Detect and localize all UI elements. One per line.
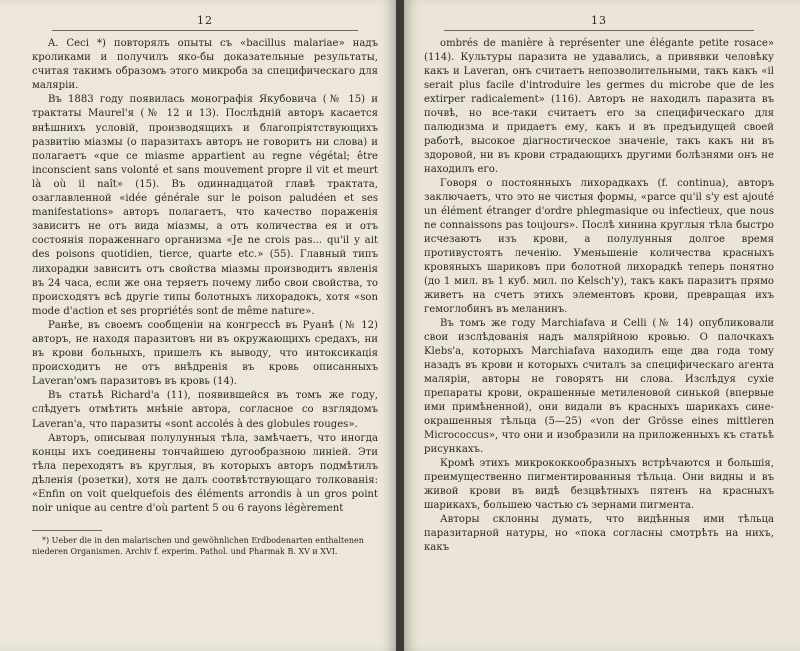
right-paragraph-5: Авторы склонны думать, что видѣнныя ими тѣльца паразитарной натуры, но «пока согласны смотрѣть на нихъ, какъ (424, 514, 774, 553)
left-paragraph-1: A. Ceci *) повторялъ опыты съ «bacillus malariae» надъ кроликами и получилъ яко-бы доказательные результаты, считая такимъ образомъ этого микроба за специфическаго для малярiи. (32, 38, 378, 92)
right-paragraph-4: Кромѣ этихъ микрококкообразныхъ встрѣчаются и большiя, преимущественно пигментированныя тѣльца. Они видны и въ живой крови въ видѣ безцвѣтныхъ пятенъ на красныхъ шарикахъ, большею частью съ зернами пигмента. (424, 458, 774, 511)
right-paragraph-1: ombrés de manière à représenter une élégante petite rosace» (114). Культуры паразита не удавались, а привявки человѣку какъ и Laveran, онъ считаетъ непозволительными, такъ какъ «il serait plus facile d'introduire les germes du microbe que de les extirper radicalement» (116). Авторъ не находилъ паразита въ почвѣ, но все-таки считаетъ его за специфическаго для палюдизма и придаетъ ему, какъ и въ предъидущей своей работѣ, высокое дiагностическое значенiе, такъ какъ ни въ здоровой, ни въ крови страдающихъ другими болѣзнями онъ не находилъ его. (424, 38, 774, 175)
left-paragraph-2: Въ 1883 году появилась монографiя Якубовича (№ 15) и трактаты Maurel'я (№ 12 и 13). Послѣднiй авторъ касается внѣшнихъ условiй, производящихъ и благопрiятствующихъ развитiю мiазмы (о паразитахъ авторъ не говоритъ ни слова) и полагаетъ «que ce miasme appartient au regne végétal; être inconscient sans volonté et sans mouvement propre il vit et meurt là où il naît» (15). Въ одиннадцатой главѣ трактата, озаглавленной «idée générale sur le poison paludéen et ses manifestations» авторъ полагаетъ, что качество пораженiя зависитъ не отъ вида мiазмы, а отъ количества ея и отъ состоянiя пораженнаго организма «Je ne crois pas... qu'il y ait des poisons quotidien, tierce, quarte etc.» (55). Главный типъ лихорадки зависитъ отъ свойства мiазмы производитъ явленiя въ 24 часа, если же она теряетъ почему либо свои свойства, то происходятъ всѣ другiе типы болотныхъ лихорадокъ, хотя «son mode d'action et ses propriétés sont de même nature». (32, 94, 378, 317)
footnote-rule (32, 530, 102, 531)
left-page-number: 12 (52, 14, 358, 31)
right-page-body (424, 37, 774, 555)
right-page (404, 0, 800, 651)
footnote: *) Ueber die in den malarischen und gewöhnlichen Erdbodenarten enthaltenen niederen Organismen. Archiv f. experim. Pathol. und Pharmak B. XV и XVI. (32, 536, 364, 557)
left-paragraph-3: Ранѣе, въ своемъ сообщенiи на конгрессѣ въ Руанѣ (№ 12) авторъ, не находя паразитовъ ни въ окружающихъ средахъ, ни въ крови больныхъ, пришелъ къ выводу, что интоксикацiя происходитъ не отъ внѣдренiя въ кровь описанныхъ Laveran'омъ паразитовъ въ кровь (14). (32, 319, 378, 388)
left-page-body (32, 37, 378, 516)
right-page-number: 13 (444, 14, 754, 31)
right-paragraph-3: Въ томъ же году Marchiafava и Celli (№ 14) опубликовали свои изслѣдованiя надъ малярiйною кровью. О палочкахъ Klebs'а, которыхъ Marchiafava находилъ еще два года тому назадъ въ крови и которыхъ считалъ за специфическаго агента малярiи, авторы не говорятъ ни слова. Изслѣдуя сухiе препараты крови, окрашенные метиленовой синькой (впервые ими примѣненной), они видали въ красныхъ шарикахъ сине-окрашенныя тѣльца (5—25) «von der Grösse eines mittleren Micrococcus», что они и изобразили на приложенныхъ къ статьѣ рисункахъ. (424, 318, 774, 455)
book-gutter (396, 0, 404, 651)
left-paragraph-5: Авторъ, описывая полулунныя тѣла, замѣчаетъ, что иногда концы ихъ соединены тончайшею дугообразною линiей. Эти тѣла переходятъ въ круглыя, въ которыхъ авторъ подмѣтилъ дѣленiя (розетки), хотя не далъ соотвѣтствующаго толкованiя: «Enfin on voit quelquefois des éléments arrondis à un gros point noir unique au centre d'où partent 5 ou 6 rayons légèrement (32, 432, 378, 515)
right-paragraph-2: Говоря о постоянныхъ лихорадкахъ (f. continua), авторъ заключаетъ, что это не чистыя формы, «parce qu'il s'y est ajouté un élément étranger d'ordre phlegmasique ou infectieux, que nous ne connaissons pas toujours». Послѣ хинина круглыя тѣла быстро исчезаютъ изъ крови, а полулунныя долгое время противустоятъ леченiю. Уменьшенiе количества красныхъ кровяныхъ шариковъ при болотной лихорадкѣ теперь понятно (до 1 мил. въ 1 куб. мил. по Kelsch'у), такъ какъ паразитъ прямо живетъ на счетъ этихъ элементовъ крови, превращая ихъ гемоглобинъ въ меланинъ. (424, 178, 774, 315)
left-paragraph-4: Въ статьѣ Richard'а (11), появившейся въ томъ же году, слѣдуетъ отмѣтить мнѣнiе автора, согласное со взглядомъ Laveran'а, что паразиты «sont accolés à des globules rouges». (32, 390, 378, 430)
left-page (0, 0, 396, 651)
